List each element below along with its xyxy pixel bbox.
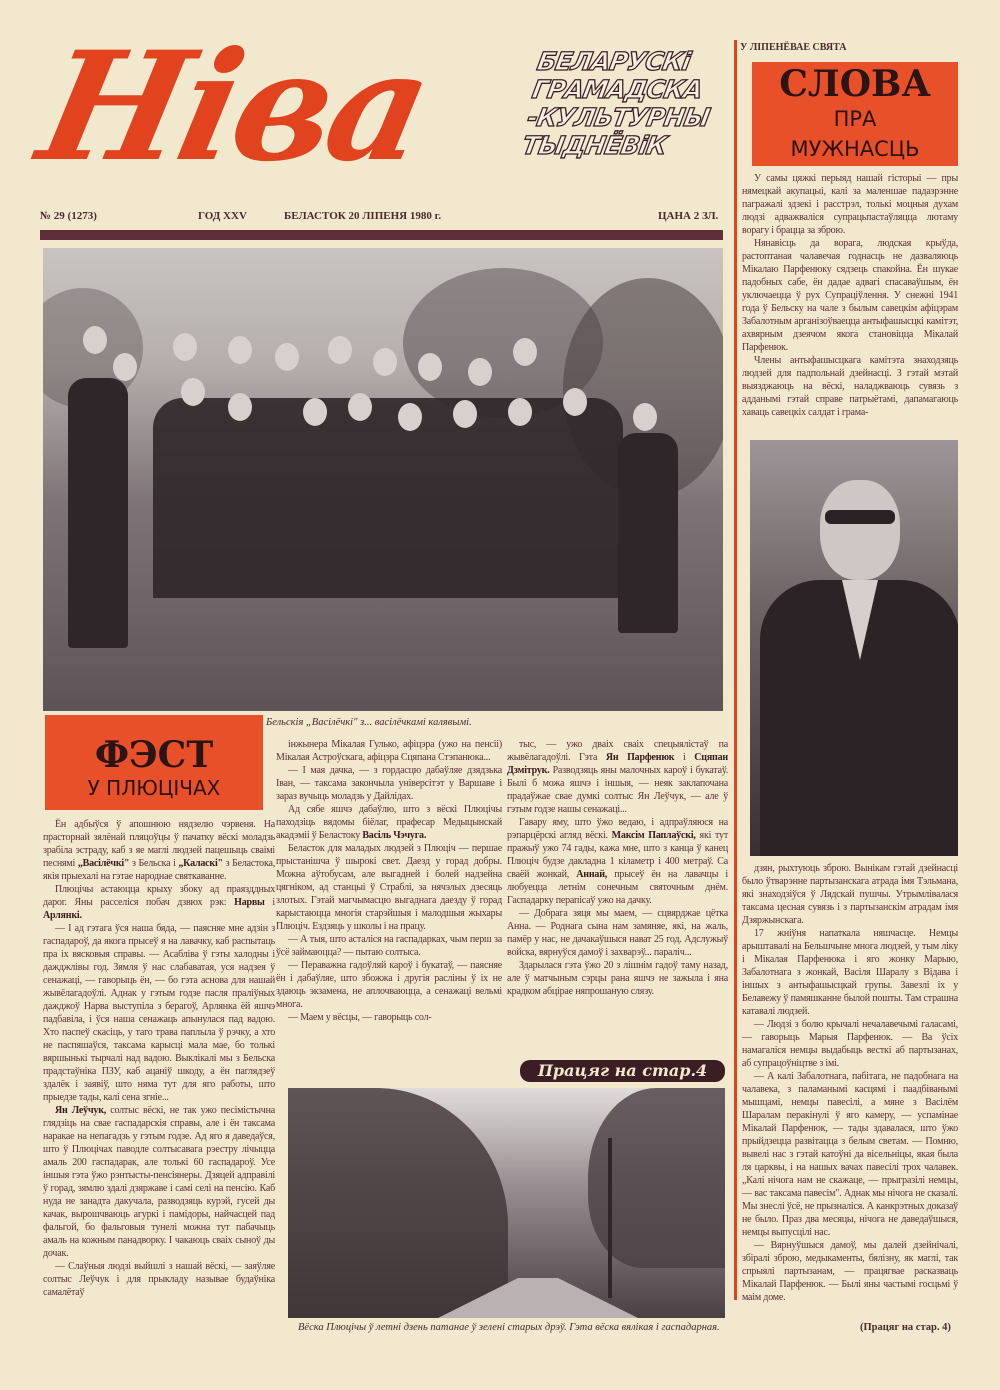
article-paragraph <box>276 1011 502 1024</box>
article-paragraph <box>276 764 502 803</box>
text-run: з Беластока, якія прыехалі на гэтае народнае святкаванне. <box>43 858 275 882</box>
text-run: які тут пражыў ужо 74 гады, кажа мне, што з канца ў канец Плюціч будзе дакладна 1 кіламетр і 400 метраў. Са сваёй жонкай, <box>507 830 728 880</box>
text-run: — А калі Забалотнага, пабітага, не падобнага на чалавека, з паламанымі касцямі і паадбіванымі мышцамі, немцы павесілі, а мяне з Васілём Шаралам перакінулі ў яго камеру, — успамінае Мікалай Парфенюк, — тады здавалася, што ўжо прыйдзецца развітацца з белым светам. — Помню, вывелі нас з гэтай катоўні да вісельніцы, якая была ля царквы, і на нашых вачах павесілі трох чалавек. „Калі нічога нам не скажаце, — прыгразілі немцы, — вас таксама павесім". Аднак мы нічога не сказалі. Мы знеслі ўсё, не прызналіся. А канкрэтных доказаў не было. Праз два месяцы, нічога не даведаўшыся, немцы выпусцілі нас. <box>742 1071 958 1238</box>
bold-name: Ян Леўчук, <box>55 1105 107 1116</box>
tagline-line: БЕЛАРУСКі <box>534 47 693 76</box>
text-run: з Бельска і <box>129 858 179 869</box>
photo-caption: Бельскія „Васілёчкі" з... васілёчкамі калявымі. <box>266 717 472 728</box>
text-run: Нянавісць да ворага, людская крыўда, растоптаная чалавечая годнасць не дазваляюць Мікалаю Парфенюку сядзець спакойна. Ён шукае падобных сабе, ён дадае адвагі спасаваўшым, ён уключаецца ў рух Супраціўлення. У снежні 1941 года ў Бельску на чале з былым савецкім афіцэрам Забалотным арганізоўваецца антыфашысцкі камітэт, ахвярным дзеячом якога становіцца Мікалай Парфенюк. <box>742 238 958 353</box>
text-run: — Людзі з болю крычалі нечалавечымі галасамі, — гаворыць Марыя Парфенюк. — Ва ўсіх намагаліся немцы выдабыць весткі аб партызанах, аб супрацоўніцтве з імі. <box>742 1019 958 1069</box>
text-run: тыс, — ужо двaіх сваіх спецыялістаў па жывёлагадоўлі. Гэта <box>507 739 728 763</box>
article-paragraph <box>742 927 958 1018</box>
slova-headline-box <box>752 62 958 166</box>
article-paragraph <box>507 959 728 998</box>
text-run: Ён адбыўся ў апошнюю нядзелю чэрвеня. На прасторнай зялёнай пляцоўцы ў пачатку вёскі моладзь зрабіла эстраду, каб з яе маглі людзей пацешыць сваімі песнямі <box>43 819 275 869</box>
article-paragraph <box>276 933 502 959</box>
volume-year: ГОД XXV <box>198 210 247 222</box>
text-run: і <box>674 752 695 763</box>
headline-subtitle: У ПЛЮЦІЧАХ <box>87 776 221 800</box>
article-paragraph <box>742 1239 958 1304</box>
text-run: Ад сябе яшчэ дабаўлю, што з вёскі Плюцічы паходзіць вядомы біёлаг, прафесар Медыцынскай акадэміі ў Беластоку <box>276 804 502 841</box>
text-run: — Слаўныя людзі выйшлі з нашай вёскі, — заяўляе солтыс Леўчук і для прыкладу называе будаўніка самалётаў <box>43 1261 275 1298</box>
article-paragraph <box>742 354 958 419</box>
text-run: — Пераважна гадоўляй кароў і букатаў, — паясняе ён і дабаўляе, што збожжа і другія расліны ў іх не здаюць экзамена, не аплочваюцца, а сенажаці вельмі многа. <box>276 960 502 1010</box>
photo-caption: Вёска Плюцічы ў летні дзень патанае ў зелені старых дрэў. Гэта вёска вялікая і гаспадарная. <box>298 1322 720 1333</box>
masthead-divider <box>40 230 723 240</box>
text-run: інжынера Мікалая Гулько, афіцэра (ужо на пенсіі) Мікалая Астроўскага, афіцэра Сцяпана Стэпанюка... <box>276 739 502 763</box>
issue-number: № 29 (1273) <box>40 210 97 222</box>
tagline-line: ТЫДНЁВіК <box>520 131 669 160</box>
text-run: — А тыя, што асталіся на гаспадарках, чым перш за ўсё займаюцца? — пытаю солтыса. <box>276 934 502 958</box>
choir-group-photo <box>43 248 723 711</box>
text-run: Плюцічы астаюцца крыху збоку ад праязддных дарог. Яны расселіся побач дзвюх рэк: <box>43 884 275 908</box>
article-column <box>742 862 958 1304</box>
text-run: Разводзяць яны малочных кароў і букатаў. Былі б можа яшчэ і іншыя, — неяк заклапочана прадаўжае свае думкі солтыс Ян Леўчук, — але ў гэтым годзе нашы сенажаці... <box>507 765 728 815</box>
portrait-photo <box>750 440 958 856</box>
article-paragraph <box>43 883 275 922</box>
article-paragraph <box>43 1260 275 1299</box>
bold-name: Арлянкі. <box>43 910 82 921</box>
price: ЦАНА 2 ЗЛ. <box>658 210 719 222</box>
article-paragraph <box>507 738 728 816</box>
text-run: Члены антыфашысцкага камітэта знаходзяць людзей для падпольнай дзейнасці. З гэтай мэтай выязджаюць на вёскі, наладжваюць сувязь з адданымі гэтай справе патрыётамі, дапамагаюць хаваць савецкіх салдат і грама- <box>742 355 958 418</box>
article-paragraph <box>742 172 958 237</box>
headline-subtitle: ПРА <box>833 107 877 131</box>
fest-headline-box <box>45 715 263 810</box>
article-paragraph <box>276 738 502 764</box>
article-paragraph <box>43 1104 275 1260</box>
text-run: — І ад гэтага ўся наша бяда, — паясняе мне адзін з гаспадароў, да якога прысеў я на лавачку, каб распытаць пра іх вясковыя справы. — Асабліва ў гэты халодны і дажджлівы год. Зямля ў нас слабаватая, уся надзея ў сенажаці, — гаворыць ён, — бо гэта аснова для нашай жывёлагадоўлі. Аднак у гэтым годзе пасля праліўных дажджоў Нарва выступіла з берагоў, Арлянка ёй яшчэ падбавіла, і ўся наша сенажаць апынулася пад вадою. Хто паспеў скасіць, у таго трава паплыла ў рэчку, а хто не паспяшаўся, таксама карысці мала мае, бо толькі вяршынькі тырчалі над вадою. Выклікалі мы з Бельска прадстаўніка ПЗУ, каб ацаніў шкоду, а ён паглядзеў здалёк і заявіў, што няма тут для яго работы, што прыедзе тады, калі сена згніе... <box>43 923 275 1103</box>
article-paragraph <box>43 818 275 883</box>
article-paragraph <box>43 922 275 1104</box>
text-run: Гавару яму, што ўжо ведаю, і адпраўляюся на рэпарцёрскі агляд вёскі. <box>507 817 728 841</box>
column-divider <box>734 40 737 1300</box>
continued-on-page-banner: Працяг на стар.4 <box>520 1060 725 1082</box>
article-paragraph <box>742 237 958 354</box>
bold-name: Максім Паплаўскі, <box>611 830 696 841</box>
continued-on-page: (Працяг на стар. 4) <box>860 1322 951 1333</box>
text-run: — Маем у вёсцы, — гаворыць сол- <box>288 1012 432 1023</box>
text-run: солтыс вёскі, не так ужо песімістычна глядзіць на свае гаспадарскія справы, але і ён таксама наракае на непагадзь у гэтым годзе. Ад яго я даведаўся, што ў Плюцічах паводле солтысавага рэестру лічыцца амаль 200 гаспадарак, але толькі 60 гаспадароў. Усе іншыя гэта ўжо рэнтысты-пенсіянеры. Дзяцей адправілі ў горад, зямлю здалі дзяржаве і самі селі на пенсію. Каб нуда не занадта дакучала, разводзяць курэй, гусей ды качак, вырошчваюць агуркі і памідоры, найчасцей пад фальгой, бо фальговыя тунелі можна тут пабачыць амаль на кожным панадворку. І чакаюць сваіх сыноў ды дочак. <box>43 1105 275 1259</box>
tagline-line: ГРАМАДСКА <box>530 75 705 104</box>
text-run: прысеў ён на лавачцы і любуецца летнім сонечным святочным днём. Гаспадарку перапісаў ужо на дачку. <box>507 869 728 906</box>
text-run: Беласток для маладых людзей з Плюціч — першае прыстанішча ў шырокі свет. Даезд у горад добры. Можна аўтобусам, але выгадней і болей надзейна цягніком, ад станцыі ў Страблі, за нячэлых дзесяць злотых. Гэтай магчымасцю выгаднага даезду ў горад карыстаюцца многія старэйшыя і малодшыя жыхары Плюціч. Ездзяць у школы і на працу. <box>276 843 502 932</box>
article-paragraph <box>742 1018 958 1070</box>
article-paragraph <box>276 803 502 842</box>
bold-name: Ян Парфенюк <box>605 752 675 763</box>
headline-title: ФЭСТ <box>94 734 214 776</box>
place-date: БЕЛАСТОК 20 ЛІПЕНЯ 1980 г. <box>284 210 442 222</box>
article-paragraph <box>507 907 728 959</box>
text-run: — Вярнуўшыся дамоў, мы далей дзейнічалі, збіралі зброю, медыкаменты, бялізну, як маглі, так спрыялі партызанам, — працягвае расказваць Мікалай Парфенюк. — Былі яны частымі госцьмі ў маім доме. <box>742 1240 958 1303</box>
text-run: 17 жніўня напаткала няшчасце. Немцы арыштавалі на Бельшчыне многа людзей, у тым ліку і Мікалая Парфенюка і яго жонку Марыю, Забалотнага з жонкай, Васіля Шаралу з Відава і іншых з антыфашысцкай групы. Завезлі іх у Белавежу ў памяшканне былой пошты. Там страшна катавалі людзей. <box>742 928 958 1017</box>
bold-name: „Каласкі" <box>178 858 223 869</box>
article-paragraph <box>507 816 728 907</box>
newspaper-logo: Ніва <box>26 19 443 195</box>
article-paragraph <box>742 1070 958 1239</box>
article-column <box>507 738 728 998</box>
article-paragraph <box>276 842 502 933</box>
text-run: У самы цяжкі перыяд нашай гісторыі — пры нямецкай акупацыі, калі за маленшае падазрэнне пагражалі здзекі і расстрэл, толькі моцныя духам людзі адважваліся супрацьпастаўляцца лютаму ворагу і брацца за зброю. <box>742 173 958 236</box>
newspaper-tagline <box>520 48 735 160</box>
bold-name: „Васілёчкі" <box>77 858 130 869</box>
tagline-line: -КУЛЬТУРНЫ <box>525 103 712 132</box>
bold-name: Аннай, <box>576 869 608 880</box>
village-street-photo <box>288 1088 725 1318</box>
article-column <box>742 172 958 419</box>
bold-name: Васіль Чэчуга. <box>362 830 427 841</box>
text-run: — Добрага зяця мы маем, — сцвярджае цётка Анна. — Роднага сына нам замяняе, які, на жаль, памёр у нас, не дачакаўшыся нават 25 год. Адслужыў войска, вярнуўся дамоў і захварэў... параліч... <box>507 908 728 958</box>
bold-name: Нарвы <box>234 897 265 908</box>
article-paragraph <box>742 862 958 927</box>
text-run: і <box>264 897 275 908</box>
text-run: — І мая дачка, — з гордасцю дабаўляе дзядзька Іван, — таксама закончыла універсітэт у Варшаве і зараз вучыць моладзь у Дайлідах. <box>276 765 502 802</box>
article-column <box>276 738 502 1024</box>
headline-title: СЛОВА <box>779 63 931 105</box>
text-run: Здарылася гэта ўжо 20 з лішнім гадоў таму назад, але ў матчыным сэрцы рана яшчэ не зажыла і яна крадком абцірае няпрошаную слязу. <box>507 960 728 997</box>
section-kicker: У ЛІПЕНЁВАЕ СВЯТА <box>740 42 847 53</box>
article-column <box>43 818 275 1299</box>
headline-subtitle: МУЖНАСЦЬ <box>790 137 920 161</box>
text-run: дзян, рыхтуюць зброю. Вынікам гэтай дзейнасці было ўтварэнне партызанскага атрада імя Тэльмана, які знаходзіўся ў Лядскай пушчы. Утрымлівалася таксама цесная сувязь і з партызанскім атрадам імя Дзяржынскага. <box>742 863 958 926</box>
article-paragraph <box>276 959 502 1011</box>
bold-name: Сцяпан Дзмітрук. <box>507 752 728 776</box>
